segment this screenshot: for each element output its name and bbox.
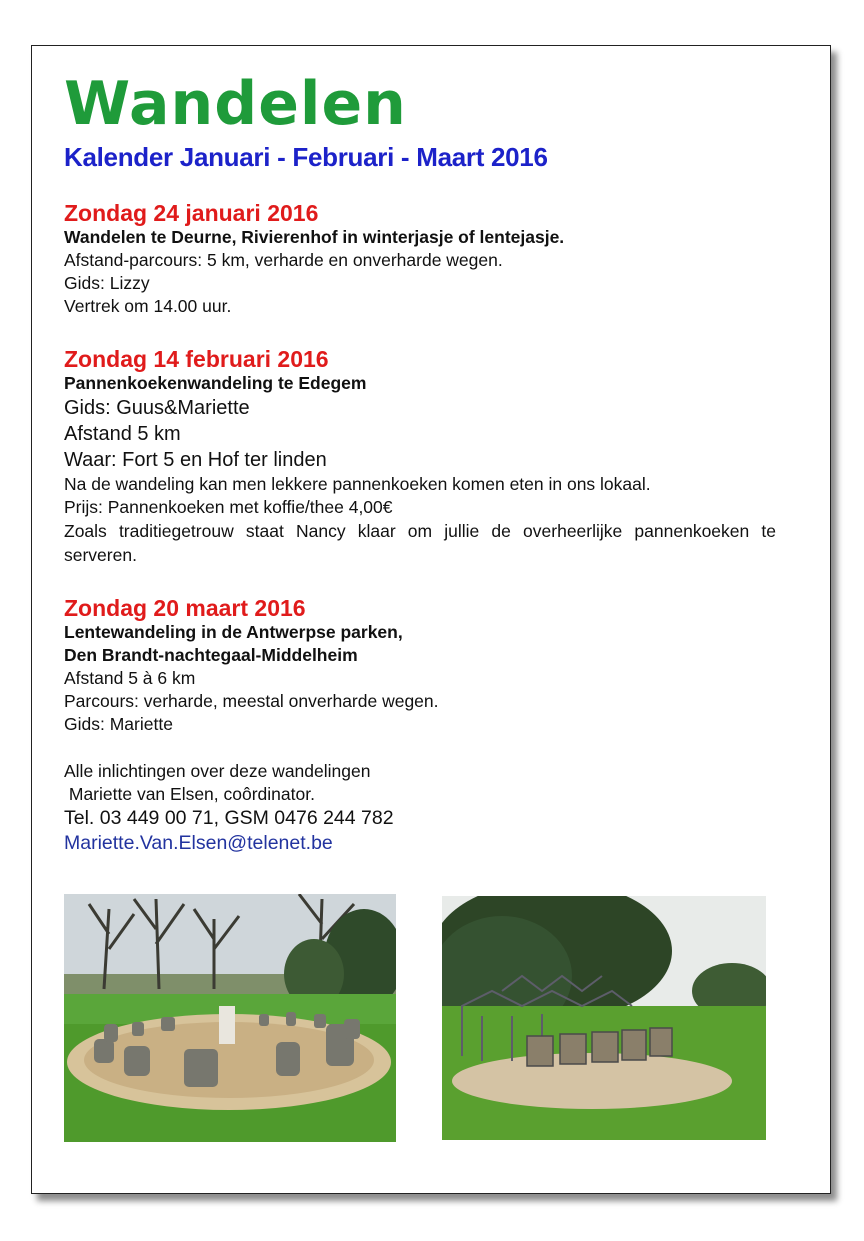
event-detail: Na de wandeling kan men lekkere pannenkoeken komen eten in ons lokaal. [64, 474, 651, 494]
stone-circle-photo [64, 894, 396, 1142]
event-1 [64, 200, 776, 318]
event-departure: Vertrek om 14.00 uur. [64, 296, 232, 316]
event-distance: Afstand 5 à 6 km [64, 668, 196, 688]
event-route: Parcours: verharde, meestal onverharde wegen. [64, 691, 439, 711]
photo-row [64, 894, 768, 1144]
contact-email-link[interactable]: Mariette.Van.Elsen@telenet.be [64, 832, 333, 854]
document-page [31, 45, 831, 1194]
event-guide: Gids: Guus&Mariette [64, 397, 250, 419]
contact-phone: Tel. 03 449 00 71, GSM 0476 244 782 [64, 807, 394, 829]
park-chairs-photo [442, 896, 766, 1140]
event-3 [64, 595, 776, 736]
contact-info [64, 760, 776, 856]
event-date: Zondag 14 februari 2016 [64, 346, 329, 372]
event-title: Den Brandt-nachtegaal-Middelheim [64, 645, 358, 665]
page-title: Wandelen [64, 69, 407, 139]
event-price: Prijs: Pannenkoeken met koffie/thee 4,00€ [64, 497, 393, 517]
page-subtitle: Kalender Januari - Februari - Maart 2016 [64, 142, 548, 172]
event-guide: Gids: Lizzy [64, 273, 150, 293]
event-title: Lentewandeling in de Antwerpse parken, [64, 622, 403, 642]
contact-name: Mariette van Elsen, coôrdinator. [64, 784, 315, 804]
contact-intro: Alle inlichtingen over deze wandelingen [64, 761, 371, 781]
event-title: Wandelen te Deurne, Rivierenhof in winterjasje of lentejasje. [64, 227, 565, 247]
event-title: Pannenkoekenwandeling te Edegem [64, 373, 367, 393]
event-date: Zondag 24 januari 2016 [64, 200, 319, 226]
page-content [64, 69, 776, 856]
event-detail: Afstand-parcours: 5 km, verharde en onverharde wegen. [64, 250, 503, 270]
event-guide: Gids: Mariette [64, 714, 173, 734]
event-date: Zondag 20 maart 2016 [64, 595, 306, 621]
event-distance: Afstand 5 km [64, 423, 181, 445]
event-location: Waar: Fort 5 en Hof ter linden [64, 449, 327, 471]
event-2 [64, 346, 776, 567]
event-paragraph: Zoals traditiegetrouw staat Nancy klaar om jullie de overheerlijke pannenkoeken te serveren. [64, 521, 776, 565]
